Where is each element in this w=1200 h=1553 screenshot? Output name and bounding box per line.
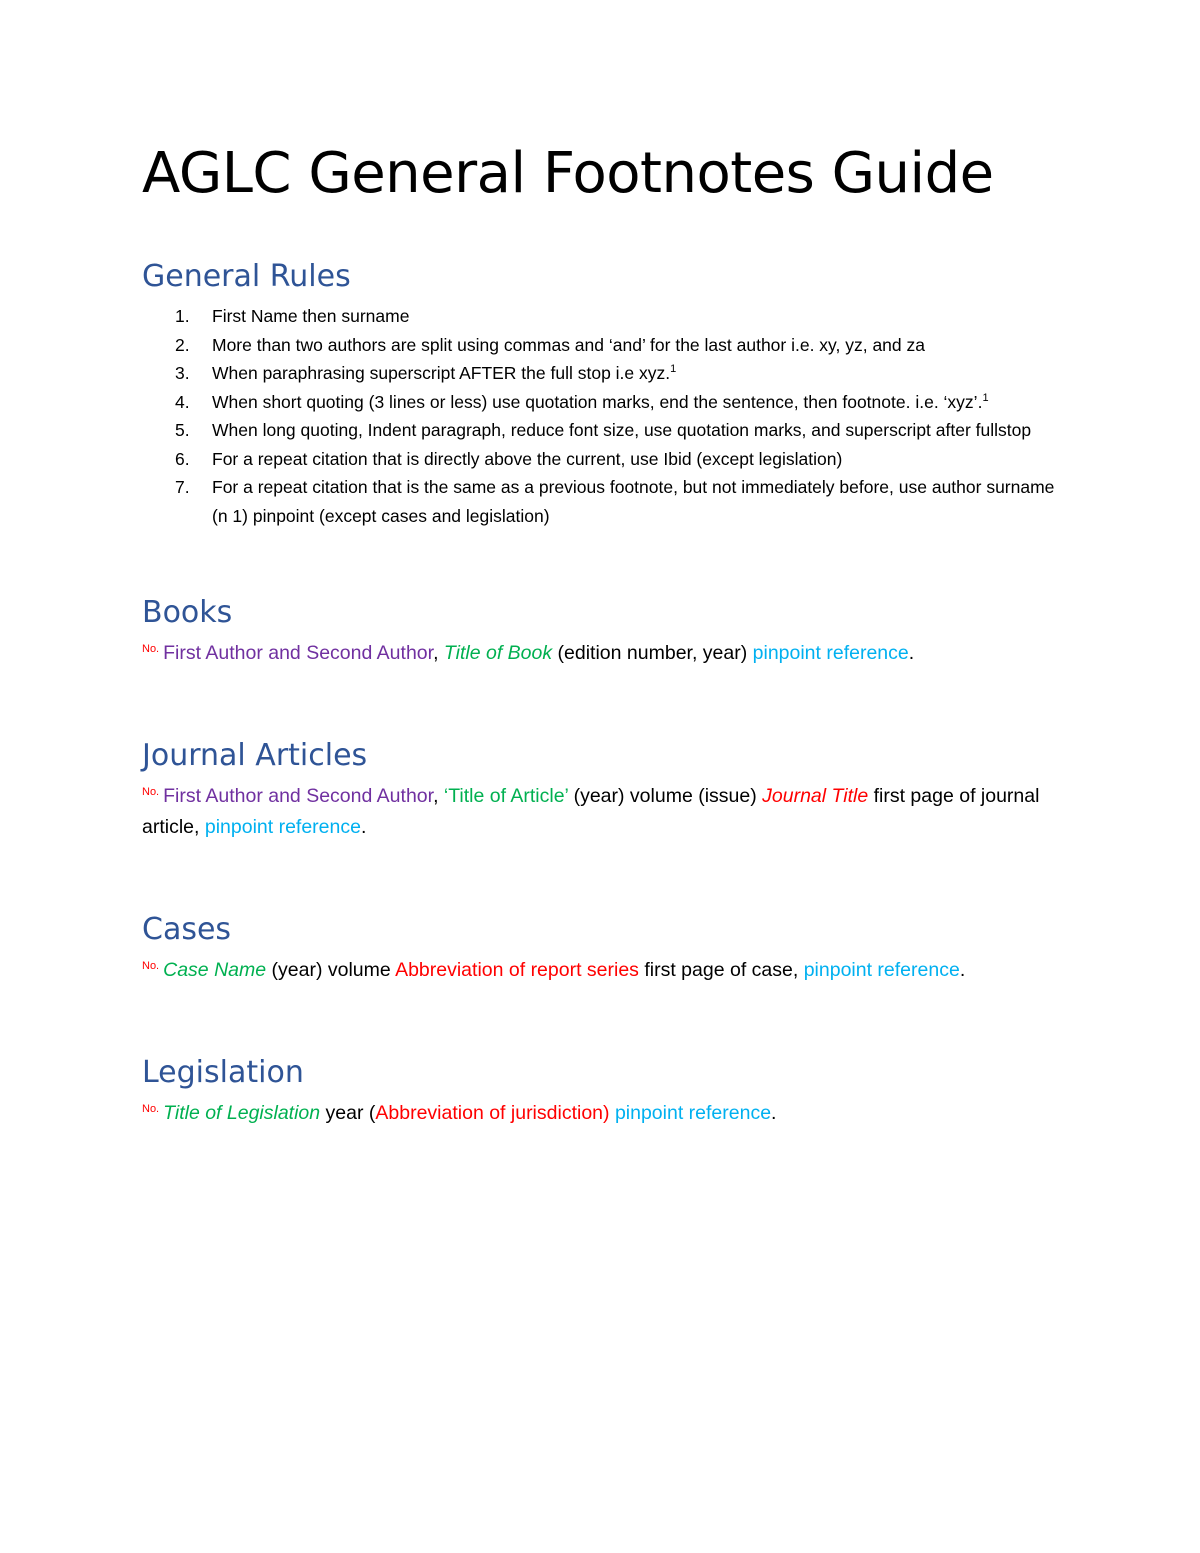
pinpoint-placeholder: pinpoint reference bbox=[803, 959, 960, 981]
rule-text: When long quoting, Indent paragraph, reduce font size, use quotation marks, and superscript after fullstop bbox=[212, 420, 1032, 440]
footnote-number-marker: No. bbox=[142, 1102, 160, 1115]
year-volume-issue-text: (year) volume (issue) bbox=[568, 785, 763, 807]
legislation-title-placeholder: Title of Legislation bbox=[163, 1102, 321, 1124]
year-text: year ( bbox=[320, 1102, 376, 1124]
journal-title-placeholder: Journal Title bbox=[762, 785, 869, 807]
rule-number: 2. bbox=[175, 334, 190, 355]
rule-item bbox=[142, 473, 1062, 530]
rule-number: 5. bbox=[175, 420, 190, 440]
rule-text: More than two authors are split using commas and ‘and’ for the last author i.e. xy, yz, and za bbox=[212, 334, 925, 355]
full-stop: . bbox=[360, 816, 367, 838]
rule-item bbox=[142, 388, 1062, 417]
rule-text: For a repeat citation that is the same as a previous footnote, but not immediately before, use author surname (n 1) pinpoint (except cases and legislation) bbox=[212, 477, 1055, 526]
journal-articles-heading: Journal Articles bbox=[142, 738, 368, 773]
rule-text: For a repeat citation that is directly above the current, use Ibid (except legislation) bbox=[212, 448, 843, 469]
first-page-text: first page of case, bbox=[638, 959, 804, 981]
rule-text: When short quoting (3 lines or less) use quotation marks, end the sentence, then footnote. i.e. ‘xyz’. bbox=[212, 391, 983, 412]
pinpoint-placeholder: pinpoint reference bbox=[204, 816, 361, 838]
cases-heading: Cases bbox=[142, 912, 232, 947]
document-page bbox=[142, 138, 1062, 1129]
full-stop: . bbox=[771, 1102, 777, 1124]
cases-citation-format bbox=[142, 955, 1054, 986]
superscript-marker: 1 bbox=[982, 391, 989, 404]
footnote-number-marker: No. bbox=[142, 785, 160, 798]
general-rules-heading: General Rules bbox=[142, 259, 351, 294]
page-title: AGLC General Footnotes Guide bbox=[142, 141, 994, 206]
rule-number: 3. bbox=[175, 363, 190, 383]
article-title-placeholder: ‘Title of Article’ bbox=[443, 785, 569, 807]
rule-item bbox=[142, 416, 1062, 445]
legislation-citation-format bbox=[142, 1098, 1054, 1129]
report-series-placeholder: Abbreviation of report series bbox=[395, 959, 639, 981]
rule-number: 6. bbox=[175, 448, 190, 469]
rule-item bbox=[142, 359, 1062, 388]
general-rules-list bbox=[142, 302, 1062, 530]
rule-item bbox=[142, 331, 1062, 360]
journal-citation-format bbox=[142, 781, 1054, 843]
edition-year-text: (edition number, year) bbox=[552, 642, 753, 664]
book-title-placeholder: Title of Book bbox=[443, 642, 553, 664]
first-page-text: first page of journal article, bbox=[142, 785, 1040, 838]
rule-item bbox=[142, 302, 1062, 331]
jurisdiction-placeholder: Abbreviation of jurisdiction) bbox=[375, 1102, 610, 1124]
rule-number: 7. bbox=[175, 477, 190, 497]
separator: , bbox=[433, 642, 444, 664]
separator: , bbox=[433, 785, 444, 807]
books-heading: Books bbox=[142, 595, 233, 630]
full-stop: . bbox=[959, 959, 966, 981]
year-volume-text: (year) volume bbox=[266, 959, 396, 981]
rule-number: 4. bbox=[175, 391, 190, 412]
rule-text: When paraphrasing superscript AFTER the full stop i.e xyz. bbox=[212, 363, 671, 383]
pinpoint-placeholder: pinpoint reference bbox=[614, 1102, 772, 1124]
superscript-marker: 1 bbox=[670, 363, 677, 376]
case-name-placeholder: Case Name bbox=[163, 959, 267, 981]
footnote-number-marker: No. bbox=[142, 642, 160, 655]
rule-number: 1. bbox=[175, 306, 190, 326]
full-stop: . bbox=[908, 642, 915, 664]
rule-text: First Name then surname bbox=[212, 306, 410, 326]
rule-item bbox=[142, 445, 1062, 474]
author-placeholder: First Author and Second Author bbox=[163, 785, 434, 807]
books-citation-format bbox=[142, 638, 1054, 669]
author-placeholder: First Author and Second Author bbox=[163, 642, 434, 664]
legislation-heading: Legislation bbox=[142, 1055, 304, 1090]
pinpoint-placeholder: pinpoint reference bbox=[752, 642, 909, 664]
footnote-number-marker: No. bbox=[142, 959, 160, 972]
